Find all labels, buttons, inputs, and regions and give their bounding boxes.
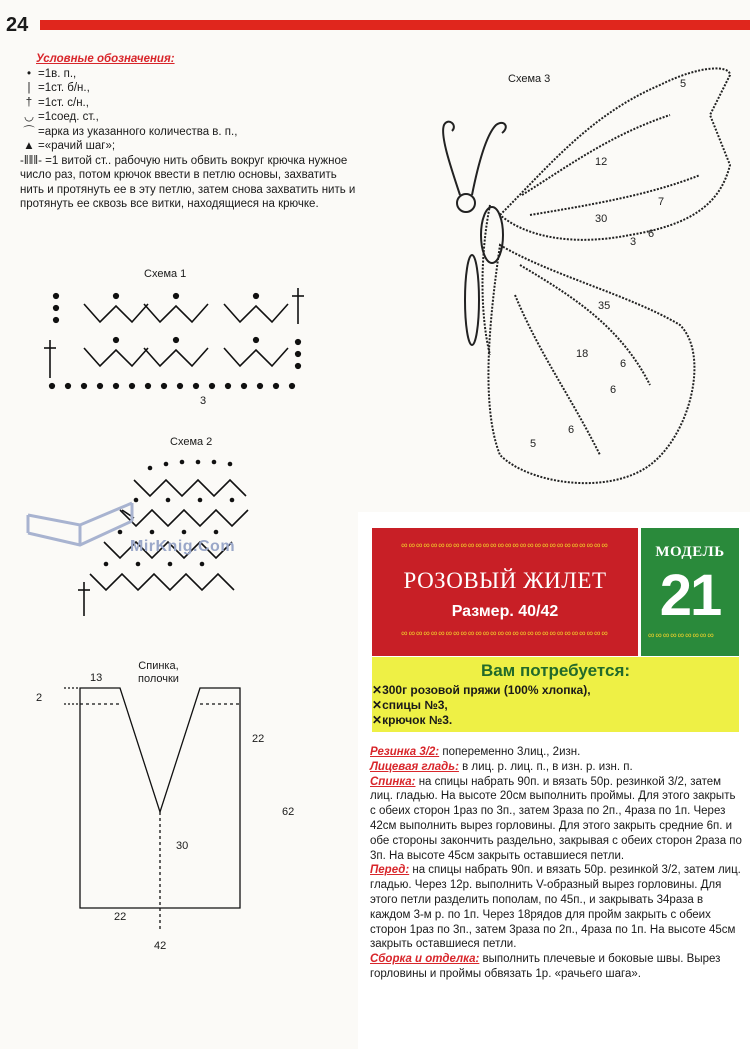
scheme1-title: Схема 1 (144, 268, 187, 280)
slip-stitch-icon: ◡ (23, 111, 35, 123)
dim-label: 13 (90, 672, 103, 684)
dim-label: 42 (154, 940, 167, 952)
legend-item (20, 67, 360, 82)
scheme3-number: 5 (530, 438, 537, 450)
instruction-paragraph: Спинка: на спицы набрать 90п. и вязать 50р. резинкой 3/2, затем лиц. гладью. На высоте 20см выполнить проймы. Для этого закрыть с обеих сторон 1раз по 3п., затем 3раза по 2п., 4раза по 1п. Через 42см выполнить вырез горловины. Для этого закрыть средние 6п. и обе стороны закончить раздельно, закрывая с обеих сторон 2раза по 3п. На высоте 45см закрыть оставшиеся петли. (370, 775, 742, 862)
dim-label: 30 (176, 840, 189, 852)
dim-label: 62 (282, 806, 295, 818)
legend-text: =«рачий шаг»; (38, 140, 116, 152)
scheme2-title: Схема 2 (170, 436, 213, 448)
legend-item (20, 154, 360, 212)
crab-stitch-icon: ▲ (23, 140, 35, 152)
page-number: 24 (6, 14, 29, 36)
scheme3-number: 7 (658, 196, 665, 208)
scheme3-butterfly-diagram (430, 55, 745, 510)
legend-text: =арка из указанного количества в. п., (38, 125, 238, 138)
legend-text: =1соед. ст., (38, 111, 99, 123)
scheme3-number: 6 (568, 424, 575, 436)
double-crochet-icon: † (25, 96, 33, 109)
scheme3-number: 6 (620, 358, 627, 370)
card-size: Размер. 40/42 (451, 603, 559, 620)
ornament-border: ∞∞∞∞∞∞∞∞∞∞∞∞∞∞∞∞∞∞∞∞∞∞∞∞∞∞∞∞ (401, 540, 609, 550)
scheme3-number: 12 (595, 156, 608, 168)
legend-item (20, 139, 360, 154)
chain-stitch-icon: • (26, 67, 32, 80)
scheme3-number: 3 (630, 236, 637, 248)
needs-list (372, 683, 591, 728)
scheme3-number: 6 (610, 384, 617, 396)
list-item: ✕крючок №3. (372, 713, 453, 727)
dim-label: 22 (252, 733, 265, 745)
header-bar (40, 20, 750, 30)
ornament-border: ∞∞∞∞∞∞∞∞∞ (648, 630, 715, 640)
instruction-paragraph: Перед: на спицы набрать 90п. и вязать 50р. резинкой 3/2, затем лиц. гладью. Через 12р. выполнить V-образный вырез горловины. Для этого петли разделить пополам, по 45п., и закрывать 34раза в каждом 3-м р. по 1п. Через 18рядов для пройм закрыть с обеих сторон 1раз по 3п., затем 3раза по 2п., 4раза по 1п. На высоте 45см закрыть оставшиеся петли. (370, 864, 741, 951)
dim-label: 22 (114, 911, 127, 923)
scheme3-number: 30 (595, 213, 608, 225)
scheme1-count-label: 3 (200, 395, 207, 407)
scheme3-number: 6 (648, 228, 655, 240)
model-number: 21 (659, 563, 721, 628)
dim-label: 2 (36, 692, 43, 704)
instruction-paragraph: Резинка 3/2: попеременно 3лиц., 2изн. (370, 746, 581, 758)
legend-item (20, 81, 360, 96)
single-crochet-icon: | (27, 82, 31, 94)
list-item: ✕300г розовой пряжи (100% хлопка), (372, 683, 591, 697)
scheme3-title: Схема 3 (508, 73, 551, 85)
pattern-title: Спинка, полочки (138, 660, 179, 685)
legend (20, 52, 360, 212)
scheme1-diagram (40, 282, 320, 412)
instruction-paragraph: Лицевая гладь: в лиц. р. лиц. п., в изн. р. изн. п. (370, 760, 633, 773)
arch-icon: ⌒ (23, 125, 35, 138)
scheme3-number: 18 (576, 348, 589, 360)
legend-item (20, 110, 360, 125)
legend-title: Условные обозначения: (36, 53, 175, 65)
legend-item (20, 96, 360, 111)
bullion-stitch-icon: -‖‖‖- (20, 154, 42, 167)
instruction-paragraph: Сборка и отделка: выполнить плечевые и боковые швы. Вырез горловины и проймы обвязать 1р. «рачьего шага». (370, 953, 721, 980)
pattern-diagram (50, 680, 310, 960)
instructions (370, 745, 742, 982)
legend-item (20, 125, 360, 140)
legend-text: =1ст. с/н., (38, 96, 89, 109)
legend-text: =1в. п., (38, 67, 77, 80)
model-label: МОДЕЛЬ (655, 544, 725, 560)
ornament-border: ∞∞∞∞∞∞∞∞∞∞∞∞∞∞∞∞∞∞∞∞∞∞∞∞∞∞∞∞ (401, 628, 609, 638)
scheme3-number: 5 (680, 78, 687, 90)
scheme3-number: 35 (598, 300, 611, 312)
list-item: ✕спицы №3, (372, 698, 448, 712)
legend-text: =1ст. б/н., (38, 82, 90, 94)
needs-title: Вам потребуется: (480, 661, 631, 680)
card-title: РОЗОВЫЙ ЖИЛЕТ (403, 568, 607, 593)
legend-text: =1 витой ст.. рабочую нить обвить вокруг крючка нужное число раз, потом крючок ввести в петлю основы, захватить нить и протянуть ее в эту петлю, затем снова захватить нить и протянуть ее сквозь все витки, находящиеся на крючке. (20, 154, 356, 210)
watermark: MirKnig.Com (130, 538, 236, 555)
